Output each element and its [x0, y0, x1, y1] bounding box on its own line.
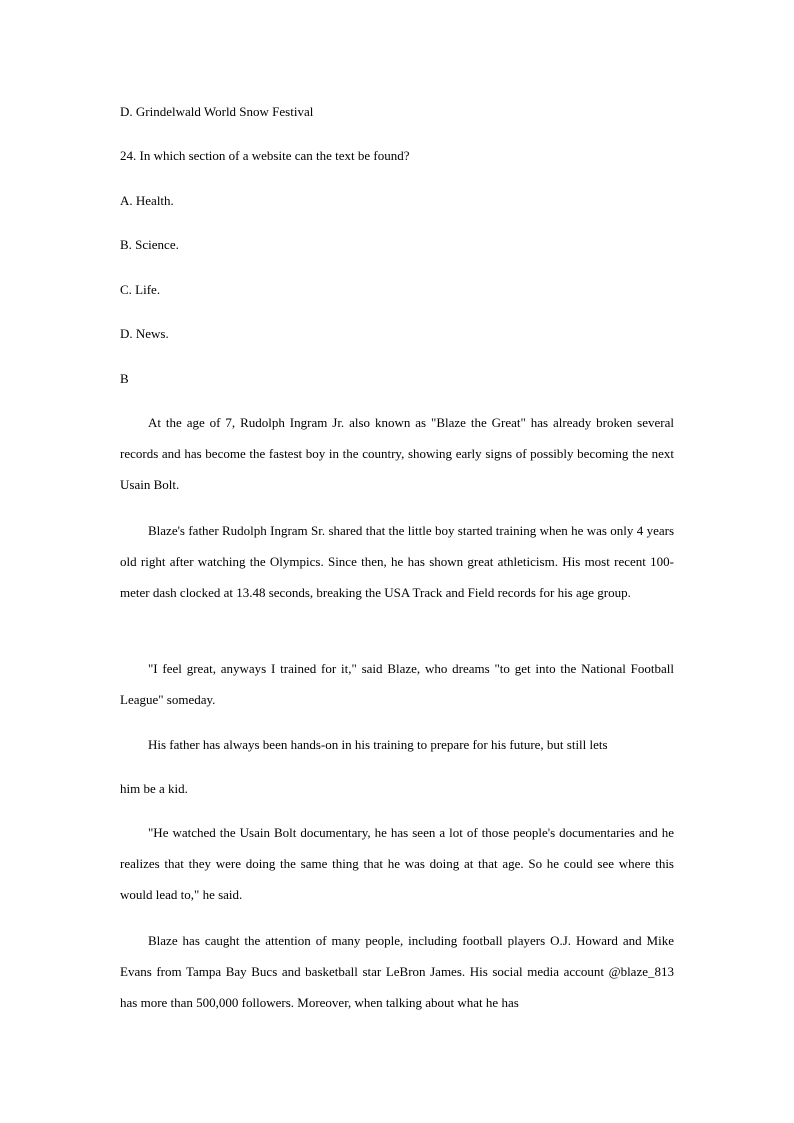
- passage-paragraph: Blaze's father Rudolph Ingram Sr. shared that the little boy started training when he was only 4 years old right after watching the Olympics. Since then, he has shown great athleticism. His most recent 100-meter dash clocked at 13.48 seconds, breaking the USA Track and Field records for his age group.: [120, 523, 674, 600]
- option-d-previous-question: D. Grindelwald World Snow Festival: [120, 104, 314, 119]
- passage-paragraph: "He watched the Usain Bolt documentary, he has seen a lot of those people's documentaries and he realizes that they were doing the same thing that he was doing at that age. So he could see where this would lead to," he said.: [120, 825, 674, 902]
- passage-paragraph: At the age of 7, Rudolph Ingram Jr. also known as "Blaze the Great" has already broken several records and has become the fastest boy in the country, showing early signs of possibly becoming the next Usain Bolt.: [120, 415, 674, 492]
- question-24-stem: 24. In which section of a website can the text be found?: [120, 148, 410, 163]
- passage-paragraph: Blaze has caught the attention of many people, including football players O.J. Howard and Mike Evans from Tampa Bay Bucs and basketball star LeBron James. His social media account @blaze_813 has more than 500,000 followers. Moreover, when talking about what he has: [120, 933, 674, 1010]
- question-24-option-d: D. News.: [120, 326, 169, 341]
- section-label: B: [120, 371, 129, 386]
- passage-paragraph: "I feel great, anyways I trained for it," said Blaze, who dreams "to get into the National Football League" someday.: [120, 661, 674, 707]
- question-24-option-c: C. Life.: [120, 282, 161, 297]
- passage-paragraph-continuation: him be a kid.: [120, 781, 188, 796]
- question-24-option-b: B. Science.: [120, 237, 179, 252]
- passage-paragraph: His father has always been hands-on in his training to prepare for his future, but still lets: [148, 737, 608, 752]
- question-24-option-a: A. Health.: [120, 193, 174, 208]
